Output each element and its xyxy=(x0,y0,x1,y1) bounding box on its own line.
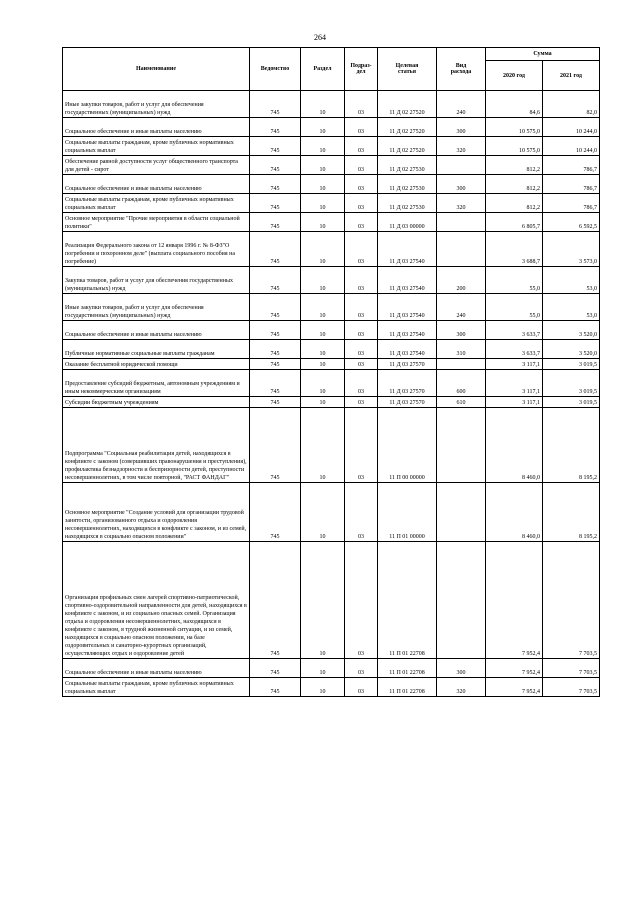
row-podrazdel: 03 xyxy=(345,321,378,340)
row-sum-2021: 53,0 xyxy=(543,294,600,321)
page-number: 264 xyxy=(314,33,326,42)
row-vedomstvo: 745 xyxy=(250,175,301,194)
row-vid-raskhoda: 240 xyxy=(437,294,486,321)
row-vid-raskhoda: 300 xyxy=(437,118,486,137)
row-podrazdel: 03 xyxy=(345,397,378,408)
row-podrazdel: 03 xyxy=(345,678,378,697)
row-name: Обеспечение равной доступности услуг общественного транспорта для детей - сирот xyxy=(63,156,250,175)
row-sum-2020: 7 952,4 xyxy=(486,678,543,697)
row-sum-2020: 8 460,0 xyxy=(486,483,543,542)
row-vid-raskhoda xyxy=(437,213,486,232)
row-tselevaya-statya: 11 П 01 22708 xyxy=(378,659,437,678)
row-name: Субсидии бюджетным учреждениям xyxy=(63,397,250,408)
row-tselevaya-statya: 11 Д 03 27540 xyxy=(378,321,437,340)
row-podrazdel: 03 xyxy=(345,340,378,359)
row-tselevaya-statya: 11 Д 03 27540 xyxy=(378,294,437,321)
row-vedomstvo: 745 xyxy=(250,340,301,359)
row-vid-raskhoda: 320 xyxy=(437,678,486,697)
table-body xyxy=(63,91,600,697)
header-vid-raskhoda: Вид расхода xyxy=(437,48,486,91)
row-vid-raskhoda: 610 xyxy=(437,397,486,408)
row-podrazdel: 03 xyxy=(345,659,378,678)
row-vid-raskhoda xyxy=(437,156,486,175)
row-vedomstvo: 745 xyxy=(250,91,301,118)
header-tselevaya-statya: Целевая статья xyxy=(378,48,437,91)
row-tselevaya-statya: 11 Д 03 27540 xyxy=(378,340,437,359)
row-tselevaya-statya: 11 Д 02 27530 xyxy=(378,156,437,175)
table-row xyxy=(63,213,600,232)
row-sum-2020: 3 633,7 xyxy=(486,340,543,359)
row-sum-2020: 3 117,1 xyxy=(486,359,543,370)
row-sum-2021: 8 195,2 xyxy=(543,483,600,542)
row-tselevaya-statya: 11 Д 02 27520 xyxy=(378,118,437,137)
row-vid-raskhoda: 300 xyxy=(437,659,486,678)
row-name: Иные закупки товаров, работ и услуг для обеспечения государственных (муниципальных) нужд xyxy=(63,294,250,321)
table-row xyxy=(63,232,600,267)
table-row xyxy=(63,678,600,697)
table-row xyxy=(63,175,600,194)
row-sum-2021: 786,7 xyxy=(543,175,600,194)
row-podrazdel: 03 xyxy=(345,213,378,232)
row-sum-2020: 812,2 xyxy=(486,175,543,194)
table-row xyxy=(63,359,600,370)
row-tselevaya-statya: 11 Д 03 27570 xyxy=(378,397,437,408)
table-row xyxy=(63,321,600,340)
row-tselevaya-statya: 11 Д 02 27520 xyxy=(378,137,437,156)
row-sum-2020: 84,6 xyxy=(486,91,543,118)
table-row xyxy=(63,370,600,397)
row-razdel: 10 xyxy=(301,483,345,542)
row-tselevaya-statya: 11 П 01 22708 xyxy=(378,678,437,697)
row-name: Предоставление субсидий бюджетным, автономным учреждениям и иным некоммерческим организациям xyxy=(63,370,250,397)
row-vid-raskhoda xyxy=(437,232,486,267)
table-row xyxy=(63,156,600,175)
row-razdel: 10 xyxy=(301,678,345,697)
table-row xyxy=(63,659,600,678)
row-name: Социальное обеспечение и иные выплаты населению xyxy=(63,175,250,194)
row-sum-2021: 786,7 xyxy=(543,194,600,213)
row-name: Закупка товаров, работ и услуг для обеспечения государственных (муниципальных) нужд xyxy=(63,267,250,294)
row-vid-raskhoda: 600 xyxy=(437,370,486,397)
row-sum-2020: 55,0 xyxy=(486,294,543,321)
row-sum-2021: 3 520,0 xyxy=(543,340,600,359)
row-sum-2021: 10 244,0 xyxy=(543,118,600,137)
row-sum-2020: 3 688,7 xyxy=(486,232,543,267)
row-tselevaya-statya: 11 П 01 22708 xyxy=(378,542,437,659)
row-name: Подпрограмма "Социальная реабилитация детей, находящихся в конфликте с законом (совершивших правонарушения и преступления), профилактика безнадзорности и беспризорности детей, преступности несовершеннолетних, в том числе повторной, "РАСТ ФАНДАГ" xyxy=(63,408,250,483)
row-razdel: 10 xyxy=(301,340,345,359)
row-razdel: 10 xyxy=(301,294,345,321)
row-vid-raskhoda xyxy=(437,542,486,659)
row-razdel: 10 xyxy=(301,397,345,408)
row-vedomstvo: 745 xyxy=(250,194,301,213)
row-podrazdel: 03 xyxy=(345,359,378,370)
row-tselevaya-statya: 11 Д 03 00000 xyxy=(378,213,437,232)
row-sum-2021: 3 520,0 xyxy=(543,321,600,340)
row-name: Социальные выплаты гражданам, кроме публичных нормативных социальных выплат xyxy=(63,194,250,213)
row-vedomstvo: 745 xyxy=(250,678,301,697)
row-name: Публичные нормативные социальные выплаты гражданам xyxy=(63,340,250,359)
row-vid-raskhoda xyxy=(437,408,486,483)
row-vid-raskhoda: 310 xyxy=(437,340,486,359)
row-sum-2021: 82,0 xyxy=(543,91,600,118)
header-razdel: Раздел xyxy=(301,48,345,91)
row-podrazdel: 03 xyxy=(345,137,378,156)
row-vedomstvo: 745 xyxy=(250,137,301,156)
row-sum-2021: 3 019,5 xyxy=(543,397,600,408)
row-razdel: 10 xyxy=(301,137,345,156)
row-vedomstvo: 745 xyxy=(250,232,301,267)
row-podrazdel: 03 xyxy=(345,175,378,194)
row-sum-2020: 3 117,1 xyxy=(486,370,543,397)
row-vedomstvo: 745 xyxy=(250,542,301,659)
row-sum-2021: 7 703,5 xyxy=(543,542,600,659)
table-row xyxy=(63,408,600,483)
row-podrazdel: 03 xyxy=(345,91,378,118)
row-sum-2020: 8 460,0 xyxy=(486,408,543,483)
row-name: Социальные выплаты гражданам, кроме публичных нормативных социальных выплат xyxy=(63,137,250,156)
row-tselevaya-statya: 11 Д 03 27570 xyxy=(378,370,437,397)
row-podrazdel: 03 xyxy=(345,483,378,542)
row-razdel: 10 xyxy=(301,194,345,213)
row-sum-2020: 10 575,0 xyxy=(486,118,543,137)
row-razdel: 10 xyxy=(301,542,345,659)
row-name: Социальное обеспечение и иные выплаты населению xyxy=(63,118,250,137)
row-razdel: 10 xyxy=(301,232,345,267)
row-razdel: 10 xyxy=(301,659,345,678)
table-row xyxy=(63,542,600,659)
row-sum-2021: 10 244,0 xyxy=(543,137,600,156)
row-tselevaya-statya: 11 Д 02 27530 xyxy=(378,175,437,194)
row-sum-2020: 3 117,1 xyxy=(486,397,543,408)
row-vedomstvo: 745 xyxy=(250,294,301,321)
table-row xyxy=(63,294,600,321)
row-sum-2020: 812,2 xyxy=(486,194,543,213)
row-vid-raskhoda: 200 xyxy=(437,267,486,294)
row-podrazdel: 03 xyxy=(345,118,378,137)
row-vid-raskhoda: 300 xyxy=(437,175,486,194)
row-razdel: 10 xyxy=(301,213,345,232)
row-tselevaya-statya: 11 П 00 00000 xyxy=(378,408,437,483)
row-sum-2020: 7 952,4 xyxy=(486,659,543,678)
row-tselevaya-statya: 11 Д 03 27540 xyxy=(378,267,437,294)
row-tselevaya-statya: 11 Д 02 27520 xyxy=(378,91,437,118)
row-vedomstvo: 745 xyxy=(250,397,301,408)
row-vedomstvo: 745 xyxy=(250,156,301,175)
row-vid-raskhoda: 320 xyxy=(437,137,486,156)
row-sum-2021: 6 592,5 xyxy=(543,213,600,232)
row-razdel: 10 xyxy=(301,91,345,118)
row-vedomstvo: 745 xyxy=(250,370,301,397)
row-sum-2020: 3 633,7 xyxy=(486,321,543,340)
header-year-2020: 2020 год xyxy=(486,61,543,91)
row-razdel: 10 xyxy=(301,175,345,194)
row-sum-2021: 53,0 xyxy=(543,267,600,294)
row-tselevaya-statya: 11 П 01 00000 xyxy=(378,483,437,542)
row-razdel: 10 xyxy=(301,370,345,397)
row-name: Организация профильных смен лагерей спортивно-патриотической, спортивно-оздоровительной направленности для детей, находящихся в конфликте с законом, и из социально опасных семей. Организация отдыха и оздоровления несовершеннолетних, находящихся в конфликте с законом, в трудной жизненной ситуации, и из семей, находящихся в социально опасном положении, на базе оздоровительных и санаторно-курортных организаций, осуществляющих отдых и оздоровление детей xyxy=(63,542,250,659)
row-vedomstvo: 745 xyxy=(250,267,301,294)
row-podrazdel: 03 xyxy=(345,232,378,267)
row-vedomstvo: 745 xyxy=(250,659,301,678)
row-name: Основное мероприятие "Создание условий для организации трудовой занятости, организованного отдыха и оздоровления несовершеннолетних, находящихся в конфликте с законом, и из семей, находящихся в социально опасном положении" xyxy=(63,483,250,542)
row-name: Реализация Федерального закона от 12 января 1996 г. № 8-ФЗ"О погребении и похоронном деле" (выплата социального пособия на погребение) xyxy=(63,232,250,267)
row-sum-2021: 3 573,0 xyxy=(543,232,600,267)
row-name: Иные закупки товаров, работ и услуг для обеспечения государственных (муниципальных) нужд xyxy=(63,91,250,118)
row-vid-raskhoda: 320 xyxy=(437,194,486,213)
row-podrazdel: 03 xyxy=(345,156,378,175)
header-podrazdel: Подраз- дел xyxy=(345,48,378,91)
row-sum-2020: 812,2 xyxy=(486,156,543,175)
row-sum-2020: 55,0 xyxy=(486,267,543,294)
row-razdel: 10 xyxy=(301,321,345,340)
row-sum-2020: 7 952,4 xyxy=(486,542,543,659)
row-vid-raskhoda: 240 xyxy=(437,91,486,118)
row-razdel: 10 xyxy=(301,359,345,370)
row-sum-2021: 7 703,5 xyxy=(543,678,600,697)
table-row xyxy=(63,267,600,294)
row-sum-2020: 6 805,7 xyxy=(486,213,543,232)
row-sum-2020: 10 575,0 xyxy=(486,137,543,156)
row-vid-raskhoda xyxy=(437,483,486,542)
row-podrazdel: 03 xyxy=(345,408,378,483)
row-podrazdel: 03 xyxy=(345,194,378,213)
table-row xyxy=(63,483,600,542)
header-year-2021: 2021 год xyxy=(543,61,600,91)
row-razdel: 10 xyxy=(301,156,345,175)
table-row xyxy=(63,194,600,213)
table-row xyxy=(63,137,600,156)
table-row xyxy=(63,340,600,359)
row-razdel: 10 xyxy=(301,408,345,483)
row-name: Основное мероприятие "Прочие мероприятия в области социальной политики" xyxy=(63,213,250,232)
row-sum-2021: 7 703,5 xyxy=(543,659,600,678)
row-podrazdel: 03 xyxy=(345,542,378,659)
row-sum-2021: 786,7 xyxy=(543,156,600,175)
row-podrazdel: 03 xyxy=(345,370,378,397)
row-vid-raskhoda xyxy=(437,359,486,370)
header-vedomstvo: Ведомство xyxy=(250,48,301,91)
row-name: Социальные выплаты гражданам, кроме публичных нормативных социальных выплат xyxy=(63,678,250,697)
row-podrazdel: 03 xyxy=(345,294,378,321)
budget-table xyxy=(62,47,600,697)
row-vedomstvo: 745 xyxy=(250,408,301,483)
row-tselevaya-statya: 11 Д 03 27540 xyxy=(378,232,437,267)
row-vedomstvo: 745 xyxy=(250,321,301,340)
header-summa: Сумма xyxy=(486,48,600,61)
row-sum-2021: 3 019,5 xyxy=(543,359,600,370)
table-row xyxy=(63,118,600,137)
row-sum-2021: 3 019,5 xyxy=(543,370,600,397)
row-name: Социальное обеспечение и иные выплаты населению xyxy=(63,659,250,678)
row-tselevaya-statya: 11 Д 02 27530 xyxy=(378,194,437,213)
row-vedomstvo: 745 xyxy=(250,118,301,137)
row-vid-raskhoda: 300 xyxy=(437,321,486,340)
row-tselevaya-statya: 11 Д 03 27570 xyxy=(378,359,437,370)
row-razdel: 10 xyxy=(301,118,345,137)
row-vedomstvo: 745 xyxy=(250,483,301,542)
row-name: Оказание бесплатной юридической помощи xyxy=(63,359,250,370)
row-sum-2021: 8 195,2 xyxy=(543,408,600,483)
row-name: Социальное обеспечение и иные выплаты населению xyxy=(63,321,250,340)
row-vedomstvo: 745 xyxy=(250,213,301,232)
header-name: Наименование xyxy=(63,48,250,91)
table-row xyxy=(63,397,600,408)
row-vedomstvo: 745 xyxy=(250,359,301,370)
row-razdel: 10 xyxy=(301,267,345,294)
table-row xyxy=(63,91,600,118)
row-podrazdel: 03 xyxy=(345,267,378,294)
